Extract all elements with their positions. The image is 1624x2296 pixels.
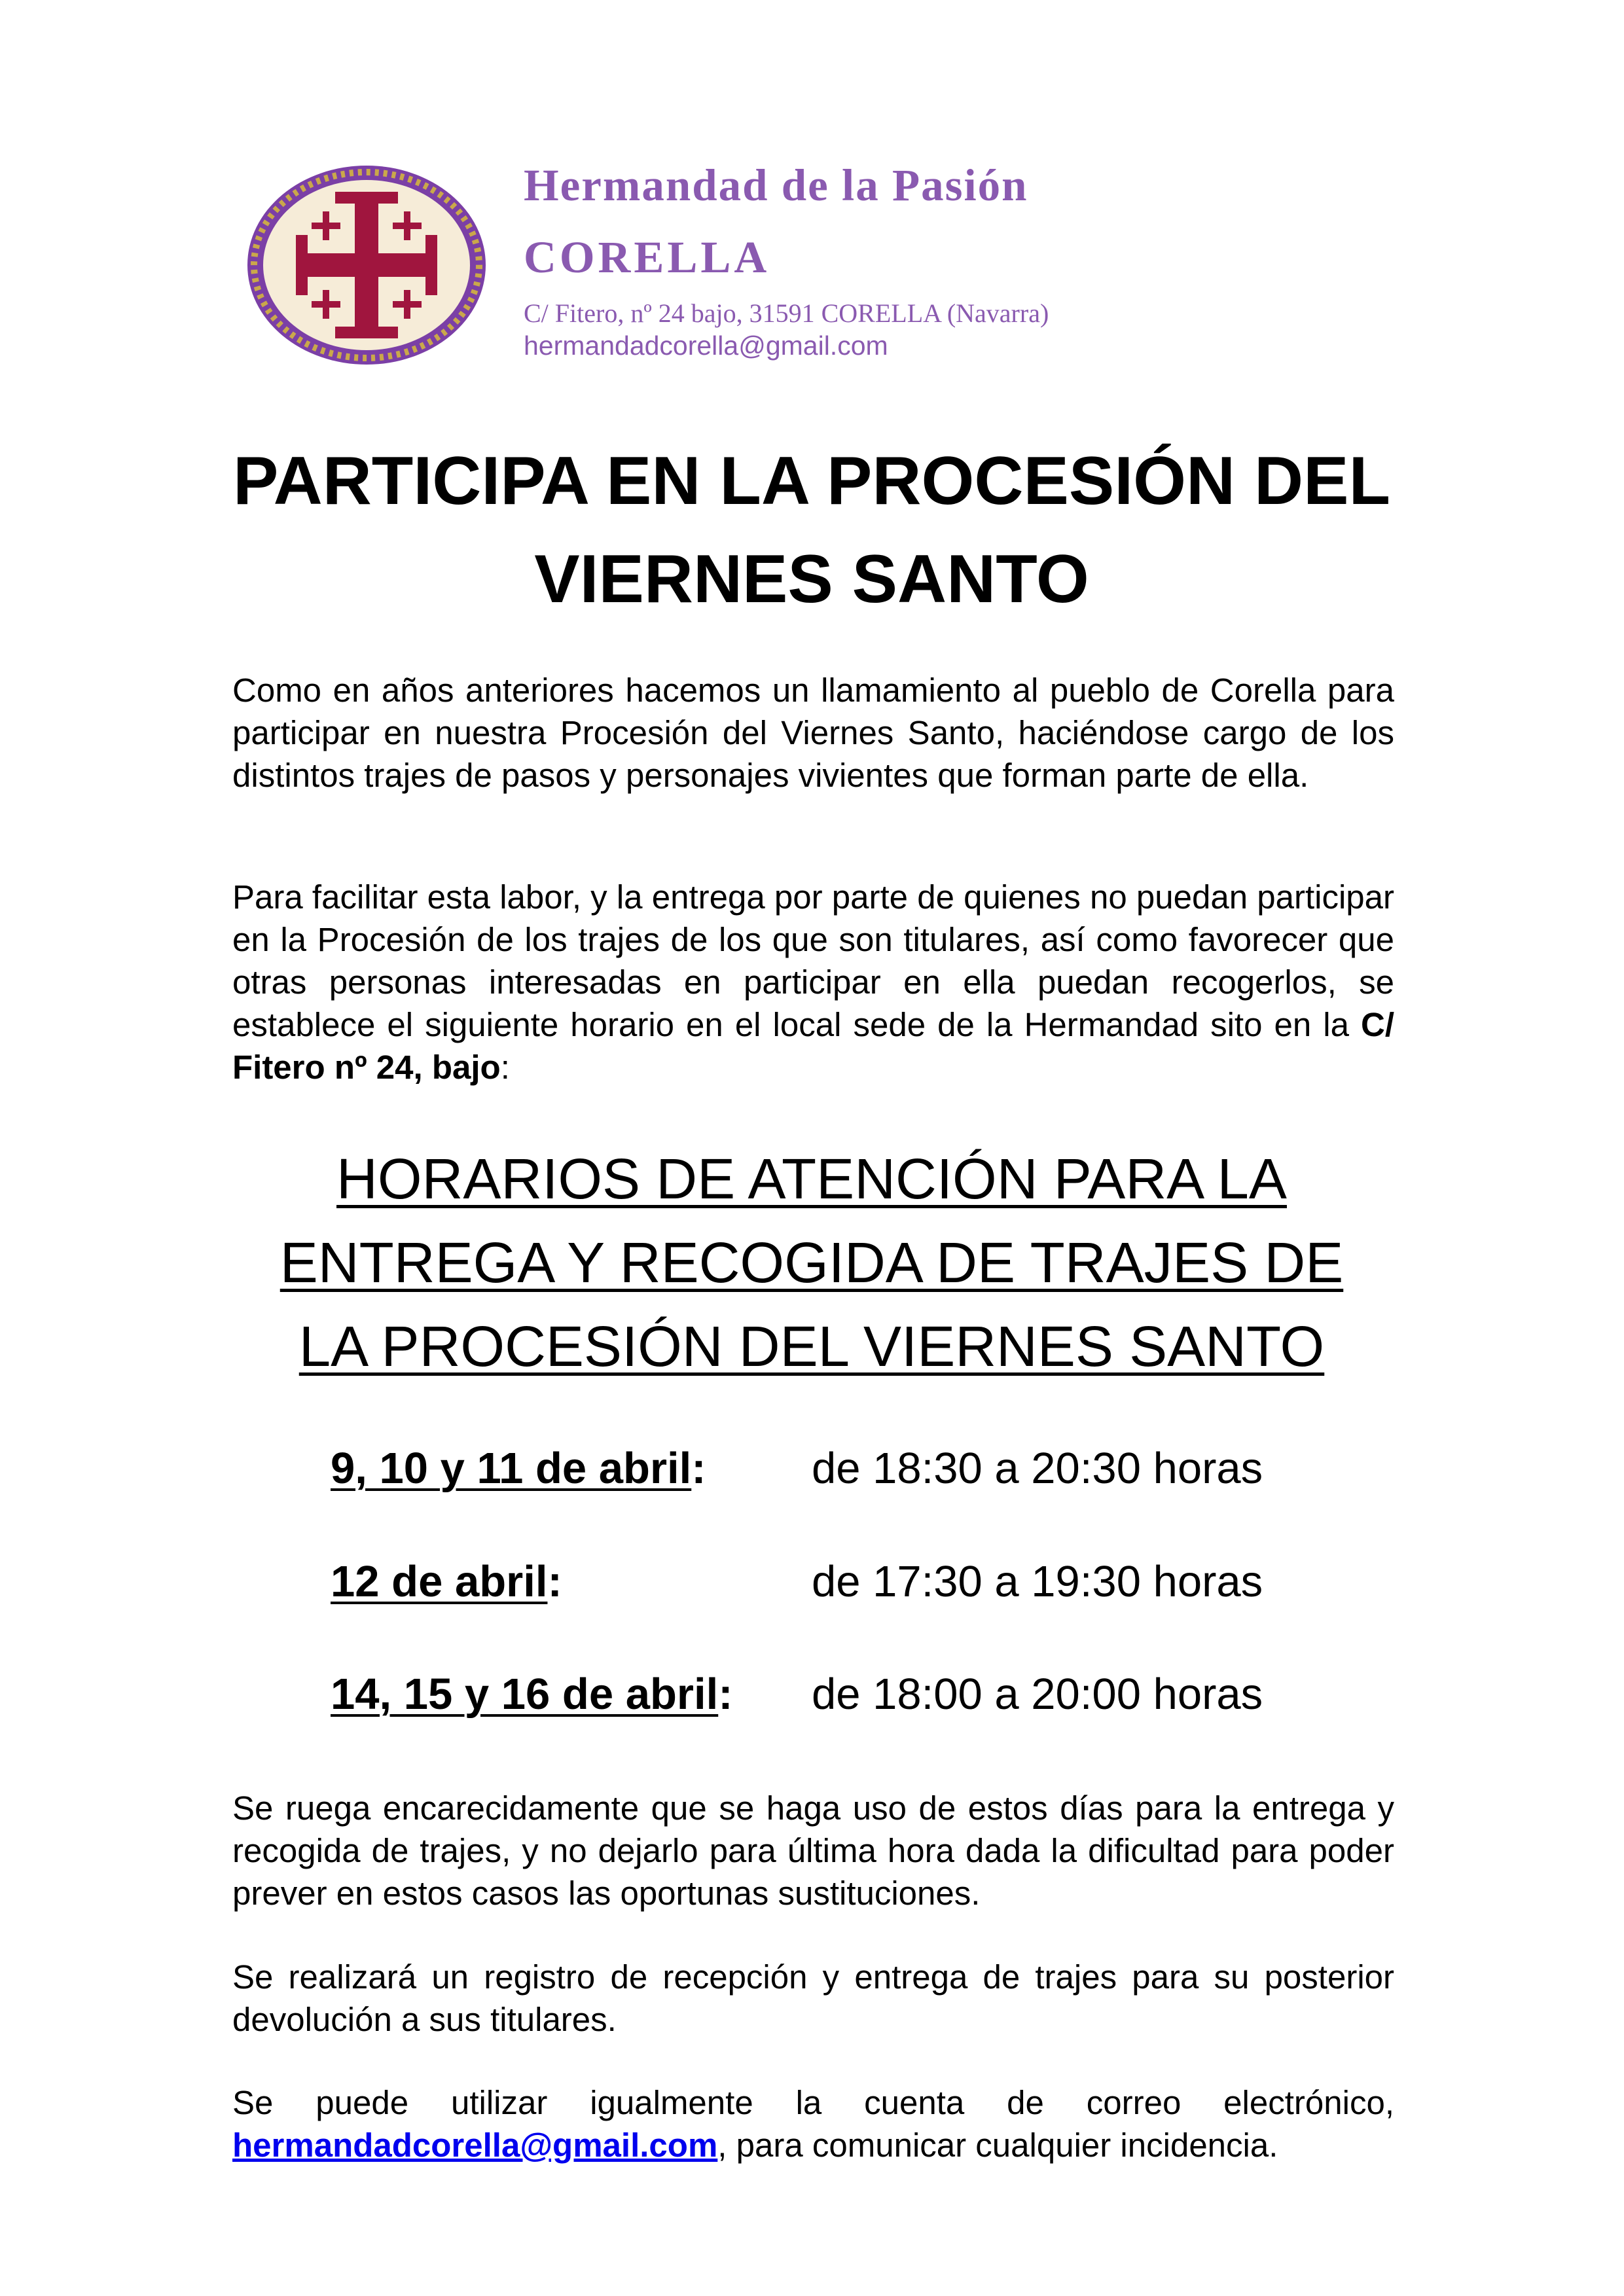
- facilitate-paragraph: [232, 876, 1394, 1088]
- org-email: hermandadcorella@gmail.com: [524, 331, 888, 361]
- request-paragraph: Se ruega encarecidamente que se haga uso de estos días para la entrega y recogida de trajes, y no dejarlo para última hora dada la dificultad para poder prever en estos casos las oportunas sustituciones.: [232, 1789, 1394, 1912]
- contact-end: , para comunicar cualquier incidencia.: [717, 2126, 1278, 2164]
- facilitate-text: Para facilitar esta labor, y la entrega por parte de quienes no puedan participar en la Procesión de los trajes de los que son titulares, así como favorecer que otras personas interesadas en participar en ella puedan recogerlos, se establece el siguiente horario en el local sede de la Hermandad sito en la: [232, 878, 1394, 1043]
- registry-paragraph: Se realizará un registro de recepción y entrega de trajes para su posterior devolución a sus titulares.: [232, 1958, 1394, 2038]
- schedule-date: 12 de abril:: [331, 1557, 562, 1606]
- org-address: C/ Fitero, nº 24 bajo, 31591 CORELLA (Navarra): [524, 298, 1049, 328]
- schedule-heading-line-2: ENTREGA Y RECOGIDA DE TRAJES DE: [280, 1231, 1344, 1295]
- schedule-heading-line-3: LA PROCESIÓN DEL VIERNES SANTO: [298, 1315, 1325, 1378]
- intro-paragraph: Como en años anteriores hacemos un llamamiento al pueblo de Corella para participar en nuestra Procesión del Viernes Santo, haciéndose cargo de los distintos trajes de pasos y personajes vivientes que forman parte de ella.: [232, 672, 1394, 794]
- schedule-date: 9, 10 y 11 de abril:: [331, 1444, 706, 1493]
- location-text: C/ Fitero nº 24, bajo: [232, 1006, 1394, 1086]
- jerusalem-cross-logo-icon: [242, 160, 491, 370]
- org-name: Hermandad de la Pasión: [524, 160, 1028, 210]
- schedule-row: [331, 1669, 1378, 1721]
- contact-text: Se puede utilizar igualmente la cuenta de correo electrónico,: [232, 2084, 1394, 2121]
- schedule-time: de 18:00 a 20:00 horas: [812, 1670, 1263, 1719]
- email-link[interactable]: hermandadcorella@gmail.com: [232, 2126, 718, 2164]
- title-line-1: PARTICIPA EN LA PROCESIÓN DEL: [232, 443, 1391, 519]
- schedule-heading-line-1: HORARIOS DE ATENCIÓN PARA LA: [336, 1147, 1287, 1211]
- page-title: [164, 432, 1460, 628]
- org-city: CORELLA: [524, 232, 770, 282]
- schedule-time: de 17:30 a 19:30 horas: [812, 1557, 1263, 1606]
- schedule-time: de 18:30 a 20:30 horas: [812, 1444, 1263, 1493]
- contact-paragraph: [232, 2081, 1394, 2166]
- facilitate-end: :: [500, 1049, 510, 1086]
- schedule-date: 14, 15 y 16 de abril:: [331, 1670, 733, 1719]
- title-line-2: VIERNES SANTO: [534, 541, 1089, 617]
- schedule-row: [331, 1443, 1378, 1496]
- schedule-row: [331, 1556, 1378, 1609]
- schedule-heading: [164, 1138, 1460, 1389]
